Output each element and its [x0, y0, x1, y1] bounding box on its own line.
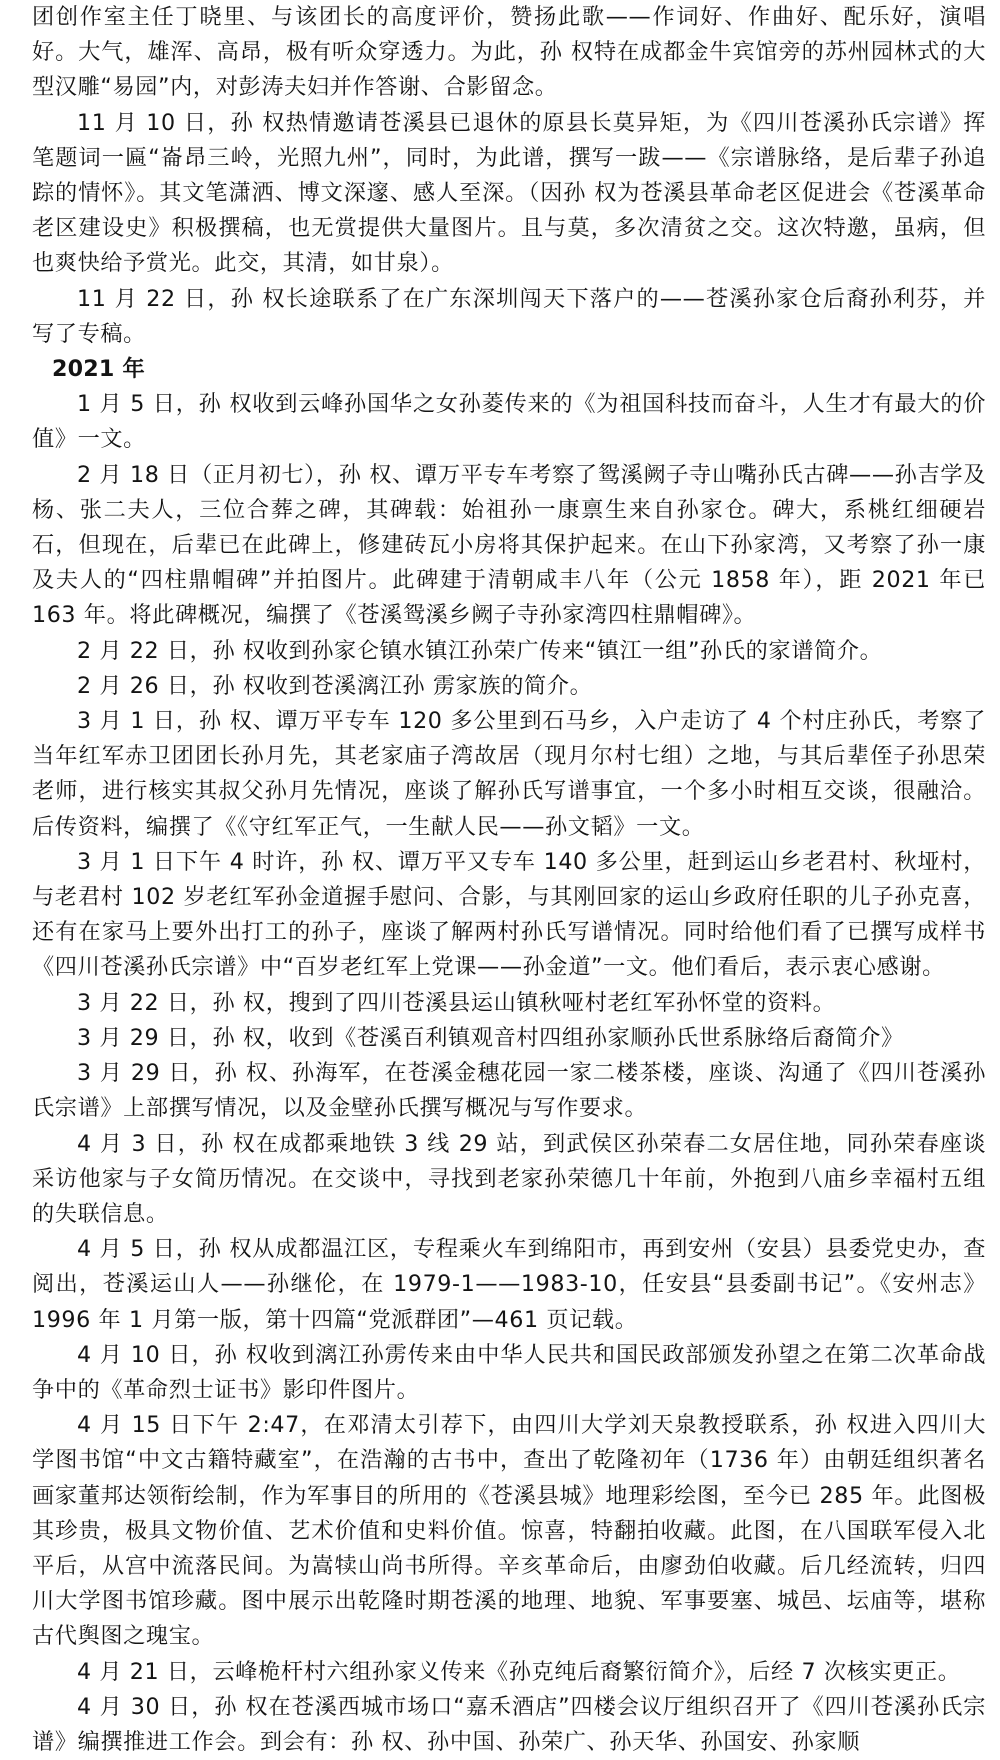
paragraph-03-01-afternoon: 3 月 1 日下午 4 时许，孙 权、谭万平又专车 140 多公里，赶到运山乡老君村、秋垭村，与老君村 102 岁老红军孙金道握手慰问、合影，与其刚回家的运山乡政府任职的儿子孙克喜，还有在家马上要外出打工的孙子，座谈了解两村孙氏写谱情况。同时给他们看了已撰写成样书《四川苍溪孙氏宗谱》中“百岁老红军上党课——孙金道”一文。他们看后，表示衷心感谢。 — [32, 848, 986, 981]
paragraph-03-29-b: 3 月 29 日，孙 权、孙海军，在苍溪金穗花园一家二楼茶楼，座谈、沟通了《四川苍溪孙氏宗谱》上部撰写情况，以及金壁孙氏撰写概况与写作要求。 — [32, 1060, 986, 1122]
paragraph-2020-11-22: 11 月 22 日，孙 权长途联系了在广东深圳闯天下落户的——苍溪孙家仓后裔孙利芬，并写了专稿。 — [32, 285, 986, 347]
paragraph-03-29-a: 3 月 29 日，孙 权，收到《苍溪百利镇观音村四组孙家顺孙氏世系脉络后裔简介》 — [77, 1024, 904, 1051]
paragraph-01-05: 1 月 5 日，孙 权收到云峰孙国华之女孙菱传来的《为祖国科技而奋斗，人生才有最大的价值》一文。 — [32, 391, 986, 453]
paragraph-2020-11-10: 11 月 10 日，孙 权热情邀请苍溪县已退休的原县长莫异矩，为《四川苍溪孙氏宗谱》挥笔题词一匾“崙昂三岭，光照九州”，同时，为此谱，撰写一跋——《宗谱脉络，是后辈子孙追踪的情怀》。其文笔潇洒、博文深邃、感人至深。（因孙 权为苍溪县革命老区促进会《苍溪革命老区建设史》积极撰稿，也无赏提供大量图片。且与莫，多次清贫之交。这次特邀，虽病，但也爽快给予赏光。此交，其清，如甘泉）。 — [32, 109, 986, 277]
paragraph-03-01: 3 月 1 日，孙 权、谭万平专车 120 多公里到石马乡，入户走访了 4 个村庄孙氏，考察了当年红军赤卫团团长孙月先，其老家庙子湾故居（现月尔村七组）之地，与其后辈侄子孙思荣老师，进行核实其叔父孙月先情况，座谈了解孙氏写谱事宜，一个多小时相互交谈，很融洽。后传资料，编撰了《《守红军正气，一生献人民——孙文韬》一文。 — [32, 708, 986, 840]
paragraph-02-18: 2 月 18 日（正月初七），孙 权、谭万平专车考察了鸳溪阙子寺山嘴孙氏古碑——孙吉学及杨、张二夫人，三位合葬之碑，其碑载：始祖孙一康禀生来自孙家仓。碑大，系桃红细硬岩石，但现在，后辈已在此碑上，修建砖瓦小房将其保护起来。在山下孙家湾，又考察了孙一康及夫人的“四柱鼎帽碑”并拍图片。此碑建于清朝咸丰八年（公元 1858 年），距 2021 年已 163 年。将此碑概况，编撰了《苍溪鸳溪乡阙子寺孙家湾四柱鼎帽碑》。 — [32, 461, 986, 629]
year-heading-2021: 2021 年 — [52, 356, 145, 383]
paragraph-04-05: 4 月 5 日，孙 权从成都温江区，专程乘火车到绵阳市，再到安州（安县）县委党史办，查阅出，苍溪运山人——孙继伦，在 1979-1——1983-10，任安县“县委副书记”。《安州志》1996 年 1 月第一版，第十四篇“党派群团”—461 页记载。 — [32, 1236, 986, 1333]
paragraph-02-22: 2 月 22 日，孙 权收到孙家仑镇水镇江孙荣广传来“镇江一组”孙氏的家谱简介。 — [77, 637, 883, 664]
paragraph-03-22: 3 月 22 日，孙 权，搜到了四川苍溪县运山镇秋哑村老红军孙怀堂的资料。 — [77, 989, 836, 1016]
paragraph-04-21: 4 月 21 日，云峰桅杆村六组孙家义传来《孙克纯后裔繁衍简介》，后经 7 次核实更正。 — [77, 1658, 961, 1685]
paragraph-04-15: 4 月 15 日下午 2:47，在邓清太引荐下，由四川大学刘天泉教授联系，孙 权进入四川大学图书馆“中文古籍特藏室”，在浩瀚的古书中，查出了乾隆初年（1736 年）由朝廷组织著名画家董邦达领衔绘制，作为军事目的所用的《苍溪县城》地理彩绘图，至今已 285 年。此图极其珍贵，极具文物价值、艺术价值和史料价值。惊喜，特翻拍收藏。此图，在八国联军侵入北平后，从宫中流落民间。为嵩犊山尚书所得。辛亥革命后，由廖劲伯收藏。后几经流转，归四川大学图书馆珍藏。图中展示出乾隆时期苍溪的地理、地貌、军事要塞、城邑、坛庙等，堪称古代舆图之瑰宝。 — [32, 1412, 986, 1650]
paragraph-04-30: 4 月 30 日，孙 权在苍溪西城市场口“嘉禾酒店”四楼会议厅组织召开了《四川苍溪孙氏宗谱》编撰推进工作会。到会有：孙 权、孙中国、孙荣广、孙天华、孙国安、孙家顺 — [32, 1693, 986, 1755]
paragraph-02-26: 2 月 26 日，孙 权收到苍溪漓江孙 雳家族的简介。 — [77, 672, 593, 699]
paragraph-04-10: 4 月 10 日，孙 权收到漓江孙雳传来由中华人民共和国民政部颁发孙望之在第二次革命战争中的《革命烈士证书》影印件图片。 — [32, 1341, 986, 1403]
paragraph-continued: 团创作室主任丁晓里、与该团长的高度评价，赞扬此歌——作词好、作曲好、配乐好，演唱好。大气，雄浑、高昂，极有听众穿透力。为此，孙 权特在成都金牛宾馆旁的苏州园林式的大型汉雕“易园”内，对彭涛夫妇并作答谢、合影留念。 — [32, 4, 986, 101]
paragraph-04-03: 4 月 3 日，孙 权在成都乘地铁 3 线 29 站，到武侯区孙荣春二女居住地，同孙荣春座谈采访他家与子女简历情况。在交谈中，寻找到老家孙荣德几十年前，外抱到八庙乡幸福村五组的失联信息。 — [32, 1130, 986, 1227]
